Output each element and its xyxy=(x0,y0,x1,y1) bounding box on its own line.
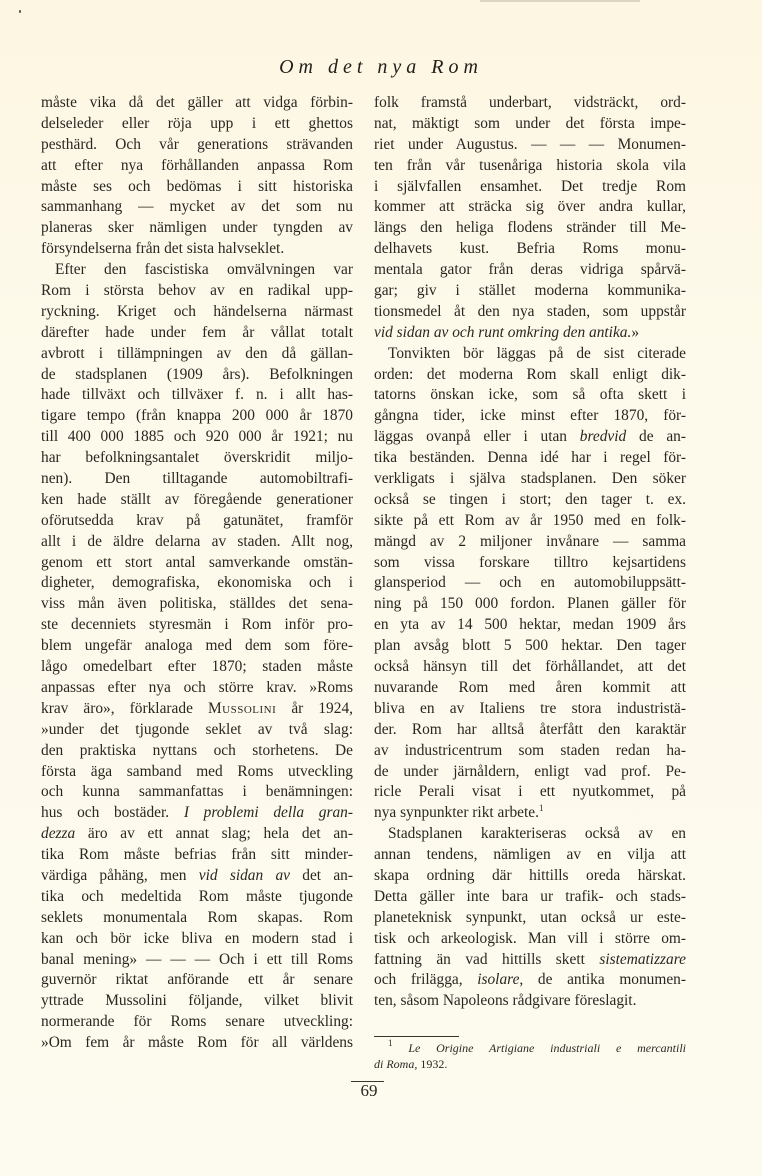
italic-text: sistematizzare xyxy=(599,950,686,968)
text-line: ten från vår tusenåriga historia skola vila xyxy=(374,156,686,174)
text-line: tatorns önskan icke, som så ofta skett i xyxy=(374,386,686,404)
text-line: folk framstå underbart, vidsträckt, ord- xyxy=(374,94,686,111)
text-line: första äga samband med Roms utveckling xyxy=(41,762,353,780)
text-line xyxy=(374,803,686,824)
left-column xyxy=(41,93,353,1054)
text-run: år 1924, xyxy=(276,699,353,717)
text-line: digheter, demografiska, ekonomiska och i xyxy=(41,574,353,592)
text-line: måste ses och bedömas i sitt historiska xyxy=(41,177,353,195)
text-run: och frilägga, xyxy=(374,971,478,989)
text-line: banal mening» — — — Och i ett till Roms xyxy=(41,950,353,968)
text-line: av industricentrum som staden redan ha- xyxy=(374,741,686,759)
text-line: pesthärd. Och vår generations strävanden xyxy=(41,135,353,153)
text-line: ten, såsom Napoleons rådgivare föreslagit. xyxy=(374,992,637,1010)
italic-text: vid sidan av och runt omkring den antika. xyxy=(374,323,632,341)
text-line: också hänsyn till det förhållandet, att det xyxy=(374,658,686,676)
text-line: har befolkningsantalet överskridit miljo- xyxy=(41,449,353,467)
text-line: der. Rom har alltså återfått den karaktär xyxy=(374,720,686,738)
text-line: avbrott i tillämpningen av den då gällan- xyxy=(41,344,353,362)
italic-text: bredvid xyxy=(579,428,627,446)
text-line: gar; giv i stället moderna kommunika- xyxy=(374,282,686,300)
text-line: ste decenniets styresmän i Rom inför pro- xyxy=(41,616,353,634)
small-caps-name: Mussolini xyxy=(207,699,277,717)
footnote-divider xyxy=(374,1036,459,1037)
text-line: mängd av 2 miljoner invånare — samma xyxy=(374,532,686,550)
text-line: verkligats i själva stadsplanen. Den söker xyxy=(374,470,686,488)
footnote-reference: 1 xyxy=(538,803,544,814)
text-line: ning på 150 000 fordon. Planen gäller för xyxy=(374,595,686,613)
text-line: Detta gäller inte bara ur trafik- och stads- xyxy=(374,887,686,905)
text-line xyxy=(41,699,353,720)
text-line: den praktiska nyttans och storhetens. De xyxy=(41,741,353,759)
text-line: i självfallen ensamhet. Det tredje Rom xyxy=(374,177,686,195)
text-run: hus och bostäder. xyxy=(41,804,184,822)
text-line xyxy=(374,427,686,448)
text-line: planeras sker nämligen under tyngden av xyxy=(41,219,353,237)
text-line: lågo omedelbart efter 1870; staden måste xyxy=(41,658,353,676)
text-line xyxy=(374,323,686,344)
text-line: delhavets kust. Befria Roms monu- xyxy=(374,240,686,258)
text-line: allt i de äldre delarna av staden. Allt nog, xyxy=(41,532,353,550)
text-line: de stadsplanen (1909 års). Befolkningen xyxy=(41,365,353,383)
footnote-line-1 xyxy=(374,1040,686,1056)
text-line: nuvarande Rom med åren kommit att xyxy=(374,678,686,696)
page-number: 69 xyxy=(360,1081,378,1100)
text-line: de under järnåldern, enligt vad prof. Pe- xyxy=(374,762,686,780)
text-run: de an- xyxy=(626,428,686,446)
text-line xyxy=(41,824,353,845)
text-line: ken hade ställt av föregående generationer xyxy=(41,490,353,508)
text-line: glansperiod — och en automobiluppsätt- xyxy=(374,574,686,592)
text-line: viss mån även politiska, ställdes det sena- xyxy=(41,595,353,613)
text-line: måste vika då det gäller att vidga förbin- xyxy=(41,94,353,111)
text-line: Rom i största behov av en radikal upp- xyxy=(41,282,353,300)
text-line: annan tendens, nämligen av en vilja att xyxy=(374,846,686,864)
italic-text: I problemi della gran- xyxy=(183,804,353,822)
text-line: »Om fem år måste Rom för all världens xyxy=(41,1034,353,1052)
text-run: värdiga påhäng, men xyxy=(41,866,199,884)
text-line: mentala gator från deras vidriga spårvä- xyxy=(374,261,686,279)
text-line: gångna tider, icke minst efter 1870, för- xyxy=(374,407,686,425)
italic-text: dezza xyxy=(41,825,76,843)
text-run: fattning än vad hittills skett xyxy=(374,950,600,968)
text-line: normerande för Roms senare utveckling: xyxy=(41,1013,353,1031)
text-line: bliva en av Italiens tre stora industristä- xyxy=(374,699,686,717)
text-line: att efter nya förhållanden anpassa Rom xyxy=(41,156,353,174)
text-run: nya synpunkter rikt arbete. xyxy=(374,804,539,822)
text-line: nat, mäktigt som under det första impe- xyxy=(374,114,686,132)
right-column xyxy=(374,93,686,1012)
text-line: sikte på ett Rom av år 1950 med en folk- xyxy=(374,511,686,529)
text-line: orden: det moderna Rom skall enligt dik- xyxy=(374,365,686,383)
text-line: seklets monumentala Rom skapas. Rom xyxy=(41,908,353,926)
scan-speck xyxy=(19,10,21,13)
italic-text: vid sidan av xyxy=(198,866,290,884)
text-run: äro av ett annat slag; hela det an- xyxy=(75,825,353,843)
text-line: delseleder eller röja upp i ett ghettos xyxy=(41,114,353,132)
text-line: också se tingen i stort; den tager t. ex. xyxy=(374,490,686,508)
text-line xyxy=(374,950,686,971)
italic-text: isolare, xyxy=(477,971,524,989)
text-run: läggas ovanpå eller i utan xyxy=(374,428,580,446)
text-line: riet under Augustus. — — — Monumen- xyxy=(374,135,686,153)
text-line: skapa ordning där hittills oreda härskat. xyxy=(374,866,686,884)
footnote xyxy=(374,1040,686,1072)
text-line xyxy=(374,970,686,991)
text-line: ricle Perali visat i ett nyutkommet, på xyxy=(374,783,686,801)
text-line: Efter den fascistiska omvälvningen var xyxy=(55,261,353,279)
text-run: det an- xyxy=(290,866,353,884)
text-run: de antika monumen- xyxy=(523,971,686,989)
text-line: tisk och arkeologisk. Man vill i större om- xyxy=(374,929,686,947)
text-line: nen). Den tilltagande automobiltrafi- xyxy=(41,470,353,488)
text-line: längs den heliga flodens stränder till Me- xyxy=(374,219,686,237)
text-run: krav äro», förklarade xyxy=(41,699,208,717)
running-head: Om det nya Rom xyxy=(279,56,483,78)
text-line: ryckning. Kriget och händelserna närmast xyxy=(41,302,353,320)
scan-edge-artifact xyxy=(480,0,640,2)
text-line: yttrade Mussolini följande, vilket blivit xyxy=(41,992,353,1010)
footnote-title: Le Origine Artigiane industriali e mercantili xyxy=(408,1041,687,1055)
text-line: och kunna sammanfattas i benämningen: xyxy=(41,783,353,801)
text-line: kommer att sträcka sig över andra kullar, xyxy=(374,198,686,216)
text-line: sammanhang — mycket av det som nu xyxy=(41,198,353,216)
text-line: guvernör riktat anförande ett år senare xyxy=(41,971,353,989)
text-line: planeteknisk synpunkt, utan också ur este- xyxy=(374,908,686,926)
text-line: tika och medeltida Rom måste tjugonde xyxy=(41,887,353,905)
text-line: tionsmedel åt den nya staden, som uppstår xyxy=(374,302,686,320)
text-run: » xyxy=(631,323,640,341)
text-line: tigare tempo (från knappa 200 000 år 1870 xyxy=(41,407,353,425)
text-line: tika beständen. Denna idé har i regel för- xyxy=(374,449,686,467)
text-line: plan avsåg blott 5 500 hektar. Den tager xyxy=(374,637,686,655)
text-line: därefter hade under fem år vållat totalt xyxy=(41,323,353,341)
text-line: kan och bör icke bliva en modern stad i xyxy=(41,929,353,947)
text-line: »under det tjugonde seklet av två slag: xyxy=(41,720,353,738)
text-line: oförutsedda krav på gatunätet, framför xyxy=(41,511,353,529)
text-line xyxy=(41,866,353,887)
footnote-title-end: di Roma, xyxy=(374,1057,418,1071)
footnote-line-2 xyxy=(374,1056,686,1072)
text-line xyxy=(41,803,353,824)
text-line: genom ett stort antal samverkande omstän- xyxy=(41,553,353,571)
footnote-marker: 1 xyxy=(388,1038,393,1048)
text-line: anpassas efter nya och större krav. »Roms xyxy=(41,678,353,696)
text-line: blem ungefär analoga med dem som före- xyxy=(41,637,353,655)
text-line: Stadsplanen karakteriseras också av en xyxy=(388,825,686,843)
text-line: hade tillväxt och tillväxer f. n. i allt has- xyxy=(41,386,353,404)
footnote-year: 1932. xyxy=(417,1057,448,1071)
text-line: tika Rom måste befrias från sitt minder- xyxy=(41,846,353,864)
text-line: Tonvikten bör läggas på de sist citerade xyxy=(388,344,686,362)
text-line: en yta av 14 500 hektar, medan 1909 års xyxy=(374,616,686,634)
text-line: till 400 000 1885 och 920 000 år 1921; nu xyxy=(41,428,353,446)
text-line: som vissa forskare tilltro kejsartidens xyxy=(374,553,686,571)
text-line: försyndelserna från det sista halvseklet. xyxy=(41,240,285,258)
